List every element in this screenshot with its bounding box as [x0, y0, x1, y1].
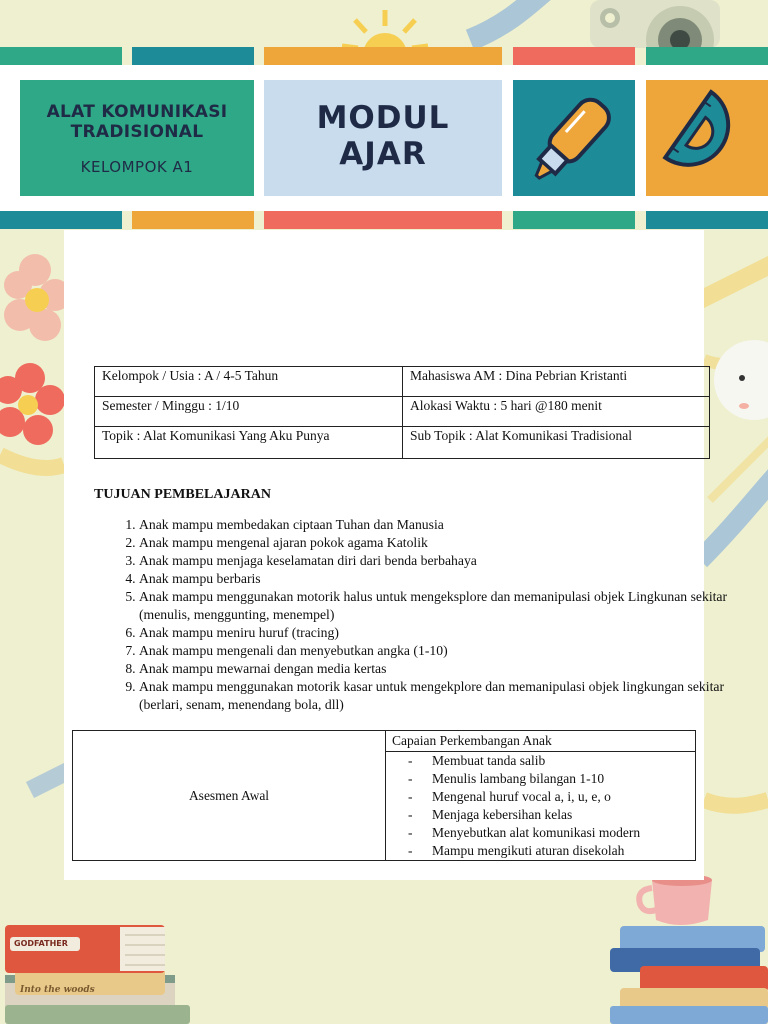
list-item: 6. Anak mampu meniru huruf (tracing) — [139, 624, 739, 642]
ajar-title: AJAR — [339, 136, 427, 172]
top-stripe-green-2 — [646, 47, 768, 65]
cloud-decoration — [704, 320, 768, 440]
capaian-list — [386, 752, 695, 860]
goals-list — [94, 516, 739, 714]
top-stripe-orange — [264, 47, 502, 65]
book-title-into-the-woods: Into the woods — [20, 985, 95, 995]
book-title-godfather: GODFATHER — [14, 939, 68, 948]
bottom-stripe-teal-2 — [646, 211, 768, 229]
table-row — [73, 731, 696, 752]
table-row — [95, 397, 710, 427]
list-item: 3. Anak mampu menjaga keselamatan diri dari benda berbahaya — [139, 552, 739, 570]
highlighter-icon — [513, 80, 635, 196]
bottom-stripe-orange — [132, 211, 254, 229]
semester-cell: Semester / Minggu : 1/10 — [95, 397, 403, 427]
top-stripe-green — [0, 47, 122, 65]
cup-icon — [600, 868, 768, 1024]
table-row — [95, 367, 710, 397]
protractor-panel — [646, 80, 768, 196]
table-row — [95, 427, 710, 459]
flower-icon — [0, 240, 70, 460]
mahasiswa-cell: Mahasiswa AM : Dina Pebrian Kristanti — [403, 367, 710, 397]
list-item: - Menyebutkan alat komunikasi modern — [408, 825, 641, 840]
banner-title-line2: TRADISIONAL — [70, 122, 204, 142]
banner-subtitle: KELOMPOK A1 — [80, 158, 194, 176]
sub-topik-cell: Sub Topik : Alat Komunikasi Tradisional — [403, 427, 710, 459]
list-item: 7. Anak mampu mengenali dan menyebutkan angka (1-10) — [139, 642, 739, 660]
highlighter-panel — [513, 80, 635, 196]
list-item: 2. Anak mampu mengenal ajaran pokok agama Katolik — [139, 534, 739, 552]
bottom-stripe-teal — [0, 211, 122, 229]
list-item: 4. Anak mampu berbaris — [139, 570, 739, 588]
list-item: - Menjaga kebersihan kelas — [408, 807, 573, 822]
protractor-icon — [646, 80, 768, 196]
top-stripe-coral — [513, 47, 635, 65]
list-item: - Mengenal huruf vocal a, i, u, e, o — [408, 789, 611, 804]
list-item: - Menulis lambang bilangan 1-10 — [408, 771, 605, 786]
books-icon — [0, 905, 190, 1024]
section-title-tujuan: TUJUAN PEMBELAJARAN — [94, 487, 271, 502]
alokasi-waktu-cell: Alokasi Waktu : 5 hari @180 menit — [403, 397, 710, 427]
list-item: 5. Anak mampu menggunakan motorik halus untuk mengeksplore dan memanipulasi objek Lingkunan sekitar (menulis, menggunting, menempel) — [139, 588, 739, 624]
title-panel — [20, 80, 254, 196]
info-table — [94, 366, 710, 459]
bottom-stripe-green — [513, 211, 635, 229]
list-item: - Mampu mengikuti aturan disekolah — [408, 843, 625, 858]
bottom-stripe-coral — [264, 211, 502, 229]
capaian-header: Capaian Perkembangan Anak — [386, 731, 696, 752]
list-item: 9. Anak mampu menggunakan motorik kasar untuk mengekplore dan memanipulasi objek lingkungan sekitar (berlari, senam, menendang bola, dll) — [139, 678, 739, 714]
capaian-list-cell — [386, 752, 696, 861]
top-stripe-teal — [132, 47, 254, 65]
camera-icon — [580, 0, 730, 48]
assessment-table — [72, 730, 696, 861]
list-item: 8. Anak mampu mewarnai dengan media kertas — [139, 660, 739, 678]
asesmen-awal-cell: Asesmen Awal — [73, 731, 386, 861]
list-item: - Membuat tanda salib — [408, 753, 546, 768]
modul-title: MODUL — [316, 100, 450, 136]
topik-cell: Topik : Alat Komunikasi Yang Aku Punya — [95, 427, 403, 459]
list-item: 1. Anak mampu membedakan ciptaan Tuhan dan Manusia — [139, 516, 739, 534]
banner-title-line1: ALAT KOMUNIKASI — [46, 102, 228, 122]
modul-ajar-panel — [264, 80, 502, 196]
kelompok-usia-cell: Kelompok / Usia : A / 4-5 Tahun — [95, 367, 403, 397]
